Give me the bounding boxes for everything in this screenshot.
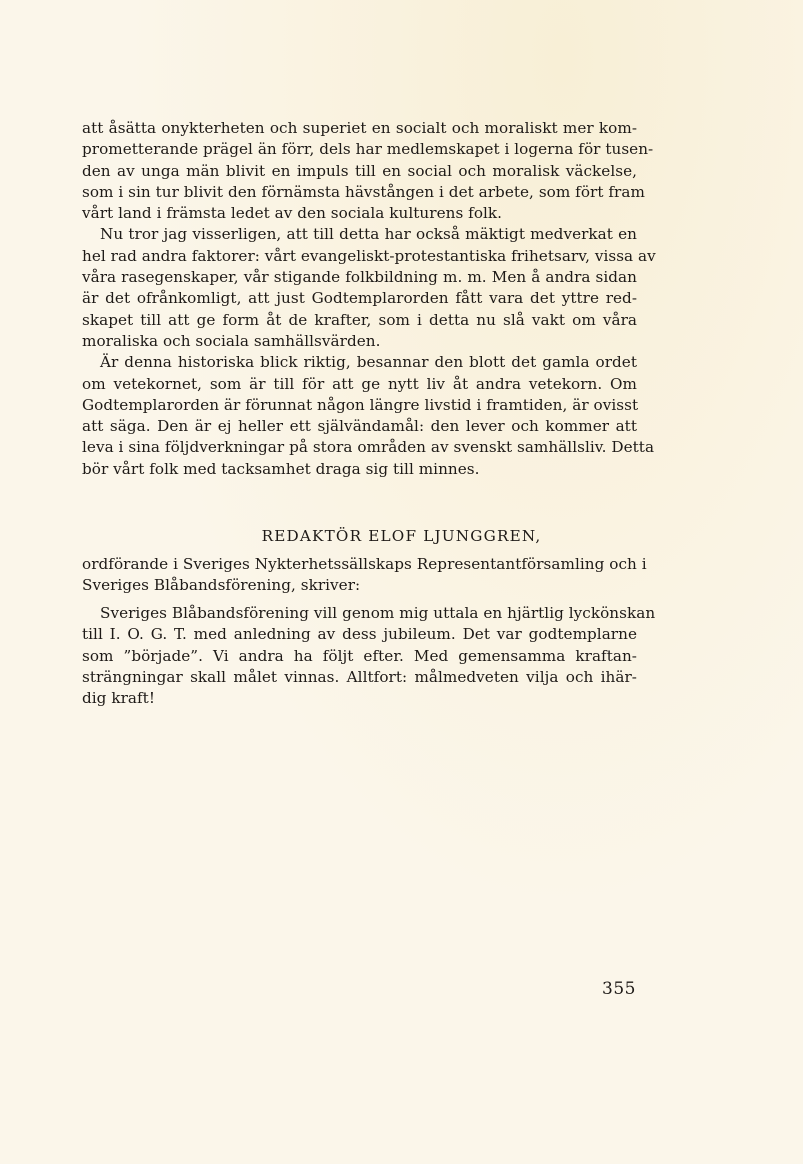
page-number: 355 — [602, 979, 636, 999]
text-line: strängningar skall målet vinnas. Alltfort: målmedveten vilja och ihär- — [82, 667, 637, 686]
text-line: skapet till att ge form åt de krafter, som i detta nu slå vakt om våra — [82, 310, 637, 329]
text-line: ordförande i Sveriges Nykterhetssällskaps Representantförsamling och i — [82, 555, 647, 573]
text-line: hel rad andra faktorer: vårt evangeliskt-protestantiska frihetsarv, vissa av — [82, 246, 656, 265]
text-line: som i sin tur blivit den förnämsta hävstången i det arbete, som fört fram — [82, 182, 645, 201]
section-heading: REDAKTÖR ELOF LJUNGGREN, — [261, 527, 542, 545]
text-line: att säga. Den är ej heller ett självändamål: den lever och kommer att — [82, 417, 637, 436]
text-line: Nu tror jag visserligen, att till detta har också mäktigt medverkat en — [100, 225, 637, 244]
text-line: dig kraft! — [82, 689, 155, 708]
text-line: våra rasegenskaper, vår stigande folkbildning m. m. Men å andra sidan — [82, 268, 637, 287]
text-line: Sveriges Blåbandsförening, skriver: — [82, 576, 361, 595]
text-line: Är denna historiska blick riktig, besannar den blott det gamla ordet — [100, 353, 637, 372]
text-line: den av unga män blivit en impuls till en social och moralisk väckelse, — [82, 161, 637, 180]
text-line: leva i sina följdverkningar på stora områden av svenskt samhällsliv. Detta — [82, 438, 655, 457]
byline-text — [82, 554, 647, 597]
text-line: är det ofrånkomligt, att just Godtemplarorden fått vara det yttre red- — [82, 289, 637, 308]
text-line: vårt land i främsta ledet av den sociala kulturens folk. — [82, 204, 503, 223]
text-line: Sveriges Blåbandsförening vill genom mig uttala en hjärtlig lyckönskan — [100, 604, 656, 622]
text-line: till I. O. G. T. med anledning av dess jubileum. Det var godtemplarne — [82, 625, 637, 644]
letter-text — [82, 603, 656, 709]
text-line: att åsätta onykterheten och superiet en socialt och moraliskt mer kom- — [82, 119, 637, 137]
text-line: prometterande prägel än förr, dels har medlemskapet i logerna för tusen- — [82, 140, 654, 159]
text-line: som ”började”. Vi andra ha följt efter. Med gemensamma kraftan- — [82, 646, 637, 665]
intro-text — [82, 118, 656, 480]
text-line: bör vårt folk med tacksamhet draga sig till minnes. — [82, 459, 480, 478]
text-line: moraliska och sociala samhällsvärden. — [82, 331, 381, 350]
text-line: om vetekornet, som är till för att ge nytt liv åt andra vetekorn. Om — [82, 374, 637, 393]
text-line: Godtemplarorden är förunnat någon längre livstid i framtiden, är ovisst — [82, 395, 639, 414]
